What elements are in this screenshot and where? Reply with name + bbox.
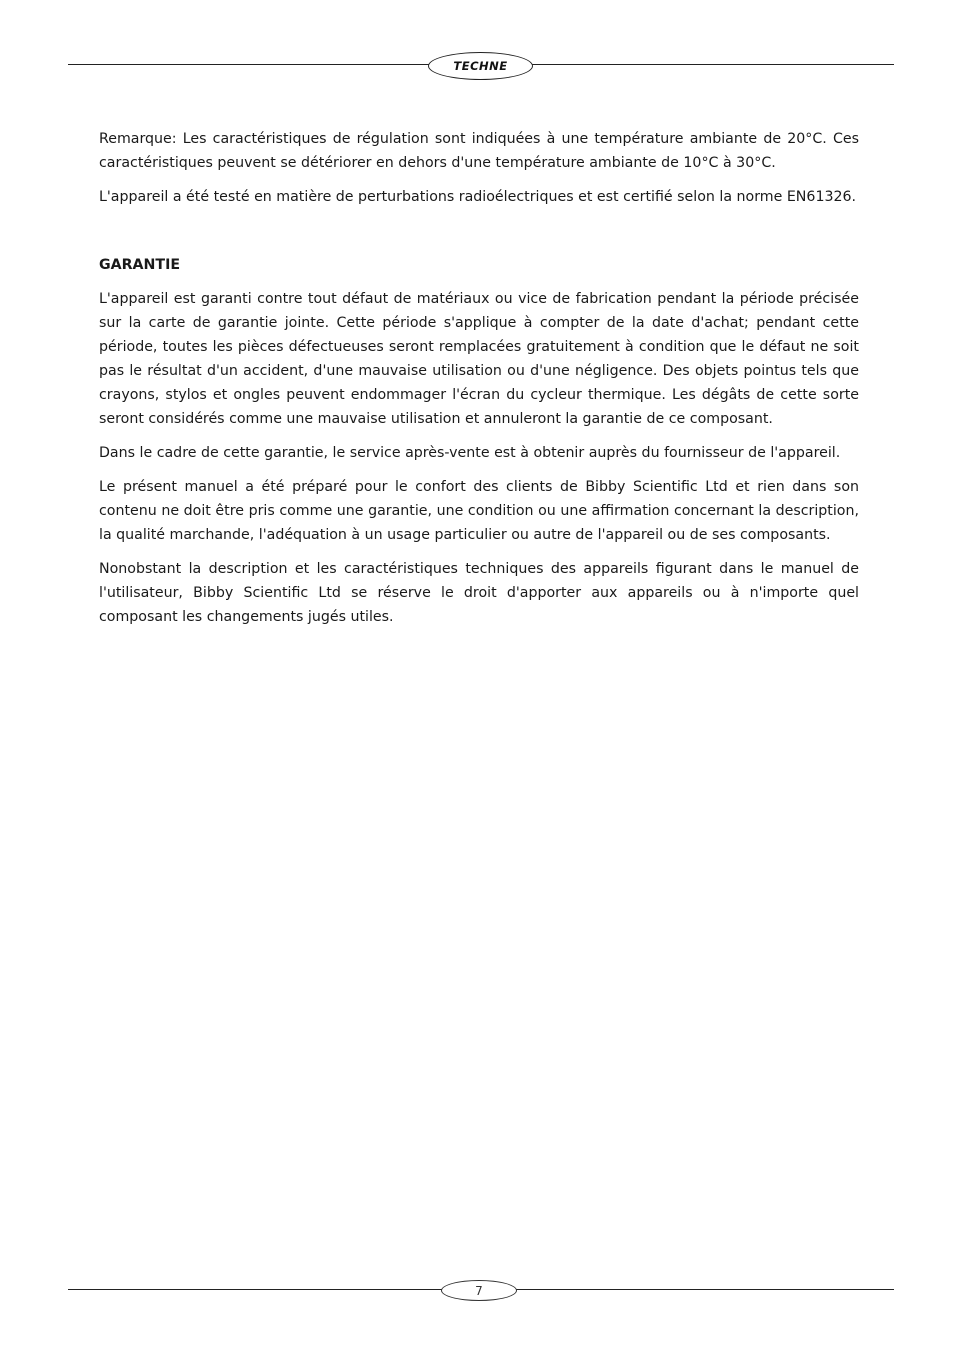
emc-paragraph: L'appareil a été testé en matière de perturbations radioélectriques et est certifié selon la norme EN61326.	[99, 189, 857, 205]
warranty-heading: GARANTIE	[99, 257, 181, 273]
techne-logo	[428, 52, 533, 80]
page-content	[99, 127, 859, 639]
note-paragraph: Remarque: Les caractéristiques de régulation sont indiquées à une température ambiante de 20°C. Ces caractéristiques peuvent se détériorer en dehors d'une température ambiante de 10°C à 30°C.	[99, 131, 859, 171]
logo-text: TECHNE	[453, 59, 508, 73]
warranty-paragraph-1: L'appareil est garanti contre tout défaut de matériaux ou vice de fabrication pendant la période précisée sur la carte de garantie jointe. Cette période s'applique à compter de la date d'achat; pendant cette période, toutes les pièces défectueuses seront remplacées gratuitement à condition que le défaut ne soit pas le résultat d'un accident, d'une mauvaise utilisation ou d'une négligence. Des objets pointus tels que crayons, stylos et ongles peuvent endommager l'écran du cycleur thermique. Les dégâts de cette sorte seront considérés comme une mauvaise utilisation et annuleront la garantie de ce composant.	[99, 291, 859, 427]
page-number-badge	[441, 1280, 517, 1301]
warranty-paragraph-3: Le présent manuel a été préparé pour le confort des clients de Bibby Scientific Ltd et rien dans son contenu ne doit être pris comme une garantie, une condition ou une affirmation concernant la description, la qualité marchande, l'adéquation à un usage particulier ou autre de l'appareil ou de ses composants.	[99, 479, 859, 543]
page-number: 7	[475, 1283, 483, 1298]
warranty-paragraph-2: Dans le cadre de cette garantie, le service après-vente est à obtenir auprès du fournisseur de l'appareil.	[99, 445, 841, 461]
warranty-paragraph-4: Nonobstant la description et les caractéristiques techniques des appareils figurant dans le manuel de l'utilisateur, Bibby Scientific Ltd se réserve le droit d'apporter aux appareils ou à n'importe quel composant les changements jugés utiles.	[99, 561, 859, 625]
